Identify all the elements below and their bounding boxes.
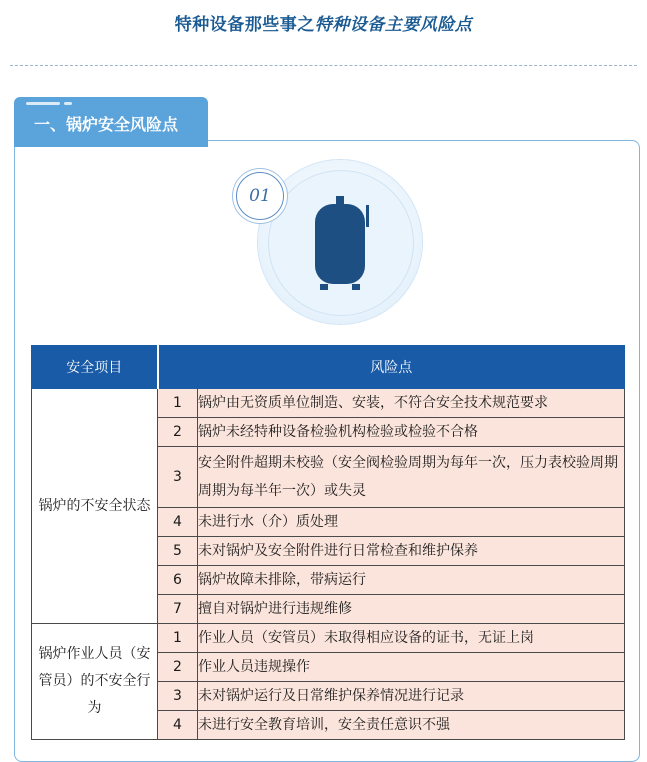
tab-decoration bbox=[26, 102, 60, 105]
table-row bbox=[32, 624, 625, 653]
category-cell: 锅炉的不安全状态 bbox=[32, 389, 158, 624]
row-number: 2 bbox=[158, 418, 198, 447]
table-row bbox=[32, 389, 625, 418]
risk-text: 未进行水（介）质处理 bbox=[198, 508, 625, 537]
row-number: 7 bbox=[158, 595, 198, 624]
header-safety-item: 安全项目 bbox=[32, 346, 158, 389]
risk-text: 擅自对锅炉进行违规维修 bbox=[198, 595, 625, 624]
risk-text: 未进行安全教育培训，安全责任意识不强 bbox=[198, 711, 625, 740]
row-number: 2 bbox=[158, 653, 198, 682]
risk-text: 安全附件超期未校验（安全阀检验周期为每年一次，压力表校验周期周期为每半年一次）或失灵 bbox=[198, 447, 625, 508]
title-prefix: 特种设备那些事之 bbox=[174, 15, 315, 35]
row-number: 1 bbox=[158, 389, 198, 418]
category-cell: 锅炉作业人员（安管员）的不安全行为 bbox=[32, 624, 158, 740]
boiler-icon bbox=[258, 160, 428, 330]
risk-text: 锅炉故障未排除，带病运行 bbox=[198, 566, 625, 595]
risk-text: 作业人员违规操作 bbox=[198, 653, 625, 682]
row-number: 4 bbox=[158, 508, 198, 537]
risk-text: 作业人员（安管员）未取得相应设备的证书，无证上岗 bbox=[198, 624, 625, 653]
row-number: 6 bbox=[158, 566, 198, 595]
table-header-row bbox=[32, 346, 625, 389]
tab-decoration-dot bbox=[64, 102, 72, 105]
row-number: 5 bbox=[158, 537, 198, 566]
risk-text: 未对锅炉运行及日常维护保养情况进行记录 bbox=[198, 682, 625, 711]
section-tab bbox=[14, 97, 208, 147]
dashed-divider bbox=[10, 65, 637, 66]
header-risk-point: 风险点 bbox=[158, 346, 625, 389]
risk-text: 未对锅炉及安全附件进行日常检查和维护保养 bbox=[198, 537, 625, 566]
illustration-circle bbox=[258, 160, 428, 330]
page-title bbox=[0, 10, 647, 35]
row-number: 3 bbox=[158, 447, 198, 508]
row-number: 1 bbox=[158, 624, 198, 653]
title-emphasis: 特种设备主要风险点 bbox=[314, 15, 473, 35]
section-heading: 一、锅炉安全风险点 bbox=[34, 115, 179, 134]
risk-table bbox=[31, 345, 625, 740]
row-number: 4 bbox=[158, 711, 198, 740]
risk-text: 锅炉未经特种设备检验机构检验或检验不合格 bbox=[198, 418, 625, 447]
section-number-badge: 01 bbox=[236, 172, 284, 220]
risk-text: 锅炉由无资质单位制造、安装，不符合安全技术规范要求 bbox=[198, 389, 625, 418]
row-number: 3 bbox=[158, 682, 198, 711]
